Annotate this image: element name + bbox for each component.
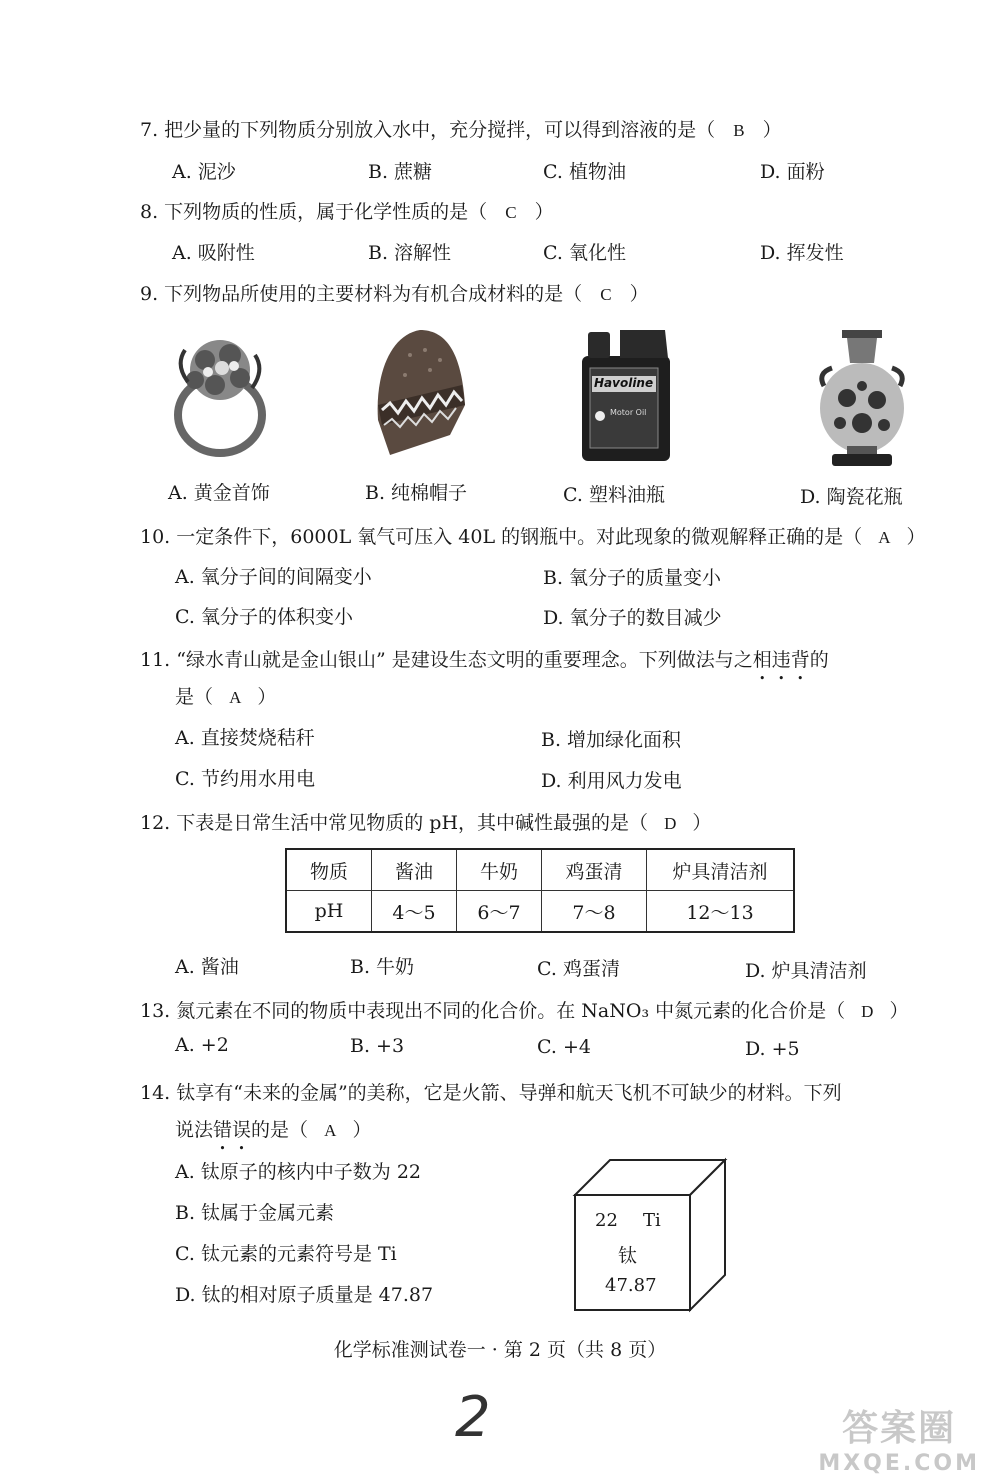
question-11-cont: 是（ A ） [175,686,277,708]
q8-option-b: B. 溶解性 [368,242,452,264]
table-cell: 4～5 [372,891,457,933]
question-9: 9. 下列物品所使用的主要材料为有机合成材料的是（ C ） [140,283,649,305]
answer-q10: A [878,528,891,547]
table-row [286,849,794,891]
answer-q12: D [664,814,677,833]
question-12: 12. 下表是日常生活中常见物质的 pH，其中碱性最强的是（ D ） [140,812,712,834]
table-cell: 12～13 [647,891,795,933]
question-14-cont: 说法错误的是（ A ） [175,1119,372,1141]
q8-option-a: A. 吸附性 [172,242,255,264]
answer-q11: A [229,688,242,707]
q9-option-d: D. 陶瓷花瓶 [800,486,903,508]
q12-option-c: C. 鸡蛋清 [537,958,620,980]
handwritten-page-number: 2 [455,1385,491,1450]
q12-option-b: B. 牛奶 [350,956,415,978]
q13-option-d: D. +5 [745,1038,800,1060]
q8-option-c: C. 氧化性 [543,242,626,264]
answer-q8: C [505,203,517,222]
q12-option-a: A. 酱油 [175,956,239,978]
q14-option-b: B. 钛属于金属元素 [175,1202,335,1224]
q9-option-c: C. 塑料油瓶 [563,484,665,506]
oil-bottle-shape [580,328,672,463]
question-11: 11. “绿水青山就是金山银山” 是建设生态文明的重要理念。下列做法与之相违背的 [140,649,829,671]
plastic-oil-bottle-image [580,328,672,463]
q7-option-b: B. 蔗糖 [368,161,433,183]
oil-sub-label: Motor Oil [610,408,647,417]
table-header-cell: 牛奶 [457,849,542,891]
table-header-cell: 物质 [286,849,372,891]
watermark-top: 答案圈 [842,1408,957,1449]
q8-option-d: D. 挥发性 [760,242,844,264]
element-symbol: Ti [643,1210,661,1231]
emphasis-char: 相 [752,649,772,671]
answer-q13: D [861,1002,874,1021]
table-header-cell: 鸡蛋清 [542,849,647,891]
table-cell: 6～7 [457,891,542,933]
question-14: 14. 钛享有“未来的金属”的美称，它是火箭、导弹和航天飞机不可缺少的材料。下列 [140,1082,842,1104]
ph-table [285,848,795,933]
q13-option-c: C. +4 [537,1036,591,1058]
answer-q14: A [324,1121,337,1140]
q12-option-d: D. 炉具清洁剂 [745,960,867,982]
emphasis-char: 错 [213,1119,233,1141]
q9-option-b: B. 纯棉帽子 [365,482,468,504]
element-name: 钛 [618,1245,638,1267]
q14-option-d: D. 钛的相对原子质量是 47.87 [175,1284,434,1306]
answer-q9: C [600,285,612,304]
question-10: 10. 一定条件下，6000L 氧气可压入 40L 的钢瓶中。对此现象的微观解释正确的是（ A ） [140,526,926,548]
question-13: 13. 氮元素在不同的物质中表现出不同的化合价。在 NaNO₃ 中氮元素的化合价是（ D ） [140,1000,909,1022]
watermark [818,1400,980,1476]
porcelain-vase-image [812,328,912,468]
emphasis-char: 背 [790,649,810,671]
table-row [286,891,794,933]
oil-brand-label: Havoline [594,376,654,390]
question-7: 7. 把少量的下列物质分别放入水中，充分搅拌，可以得到溶液的是（ B ） [140,119,782,141]
page-footer: 化学标准测试卷一 · 第 2 页（共 8 页） [333,1339,667,1361]
q14-option-a: A. 钛原子的核内中子数为 22 [175,1161,422,1183]
q11-option-a: A. 直接焚烧秸秆 [175,727,315,749]
watermark-bottom: MXQE.COM [818,1451,980,1476]
q10-option-a: A. 氧分子间的间隔变小 [175,566,372,588]
q7-option-c: C. 植物油 [543,161,626,183]
gold-ring-image [160,320,285,460]
table-header-cell: 酱油 [372,849,457,891]
cotton-hat-image [370,325,470,460]
q10-option-d: D. 氧分子的数目减少 [543,607,722,629]
q13-option-b: B. +3 [350,1035,405,1057]
q11-option-b: B. 增加绿化面积 [541,729,682,751]
emphasis-char: 误 [232,1119,252,1141]
atomic-number: 22 [595,1210,618,1231]
q9-option-a: A. 黄金首饰 [168,482,270,504]
q7-option-a: A. 泥沙 [172,161,236,183]
table-cell: pH [286,891,372,933]
q10-option-c: C. 氧分子的体积变小 [175,606,353,628]
q13-option-a: A. +2 [175,1034,229,1056]
table-header-cell: 炉具清洁剂 [647,849,795,891]
emphasis-char: 违 [771,649,791,671]
atomic-mass: 47.87 [605,1275,657,1296]
q14-option-c: C. 钛元素的元素符号是 Ti [175,1243,397,1265]
q10-option-b: B. 氧分子的质量变小 [543,567,722,589]
question-8: 8. 下列物质的性质，属于化学性质的是（ C ） [140,201,554,223]
q11-option-c: C. 节约用水用电 [175,768,315,790]
table-cell: 7～8 [542,891,647,933]
answer-q7: B [733,121,745,140]
q11-option-d: D. 利用风力发电 [541,770,682,792]
q7-option-d: D. 面粉 [760,161,825,183]
titanium-element-card [570,1155,730,1315]
